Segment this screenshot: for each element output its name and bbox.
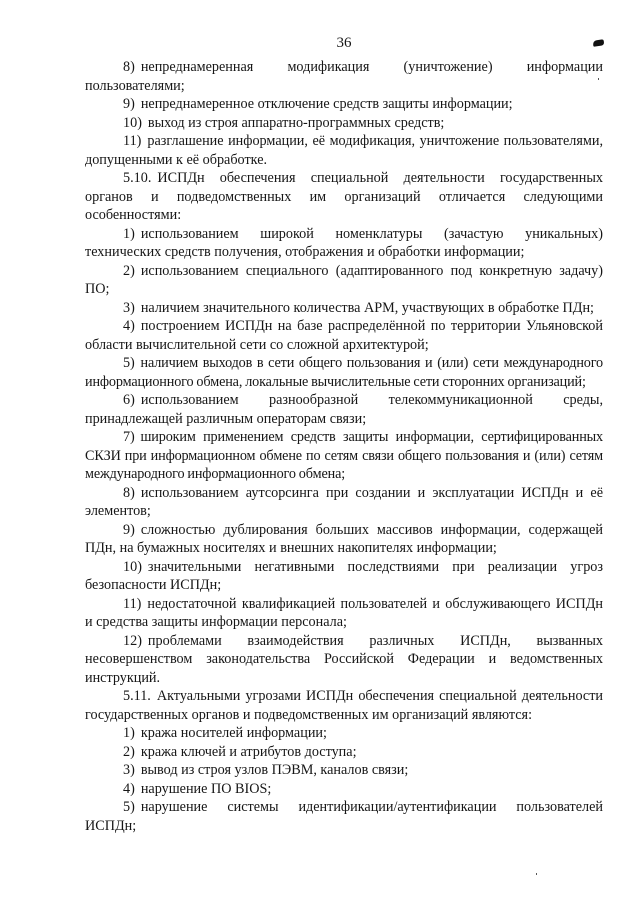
paragraph [85,354,603,391]
paragraph [85,780,603,799]
paragraph [85,317,603,354]
paragraph [85,521,603,558]
item-number: 9) [123,96,135,112]
item-text: кража ключей и атрибутов доступа; [140,743,357,760]
section-number: 5.11. [123,688,151,704]
paragraph [85,743,603,762]
item-text: наличием выходов в сети общего пользования и (или) сети международного информационного обмена, локальные вычислительные сети сторонних организаций; [85,355,603,390]
item-number: 3) [123,762,135,778]
paragraph [85,798,603,835]
item-number: 12) [123,632,142,649]
item-text: использованием разнообразной телекоммуникационной среды, принадлежащей различным операторам связи; [85,392,603,427]
paragraph [85,132,603,169]
paragraph [85,225,603,262]
paragraph [85,299,603,318]
item-text: кража носителей информации; [140,725,327,741]
item-text: использованием аутсорсинга при создании и эксплуатации ИСПДн и её элементов; [85,484,603,519]
item-text: непреднамеренная модификация (уничтожение) информации пользователями; [85,59,603,94]
paragraph [85,428,603,484]
paragraph [85,114,603,133]
item-text: построением ИСПДн на базе распределённой по территории Ульяновской области вычислительной сети со сложной архитектурой; [85,318,603,353]
paragraph [85,632,603,688]
item-number: 5) [123,799,135,815]
item-number: 8) [123,484,135,501]
section-number: 5.10. [123,170,152,186]
paragraph [85,391,603,428]
item-text: широким применением средств защиты информации, сертифицированных СКЗИ при информационном обмене по сетям связи общего пользования и (или) сетям международного информационного обмена; [85,429,603,482]
section-paragraph [85,169,603,225]
item-number: 10) [123,114,142,131]
document-page [85,30,603,835]
paragraph [85,558,603,595]
paragraph [85,595,603,632]
section-text: ИСПДн обеспечения специальной деятельности государственных органов и подведомственных им организаций отличается следующими особенностями: [85,170,603,223]
item-number: 5) [123,355,135,371]
item-number: 1) [123,225,135,242]
paragraph [85,724,603,743]
item-number: 10) [123,558,142,575]
page-number: 36 [336,35,352,51]
item-text: недостаточной квалификацией пользователей и обслуживающего ИСПДн и средства защиты информации персонала; [85,595,603,630]
item-number: 1) [123,725,135,741]
item-number: 7) [123,429,135,445]
item-text: значительными негативными последствиями при реализации угроз безопасности ИСПДн; [85,558,603,593]
paragraph [85,58,603,95]
paragraph [85,484,603,521]
paragraph [85,761,603,780]
item-text: вывод из строя узлов ПЭВМ, каналов связи; [140,762,409,778]
scan-speck [536,873,537,875]
item-text: разглашение информации, её модификация, уничтожение пользователями, допущенными к её обработке. [85,133,603,168]
item-text: сложностью дублирования больших массивов информации, содержащей ПДн, на бумажных носителях и внешних накопителях информации; [85,521,603,556]
item-text: нарушение ПО BIOS; [140,780,272,797]
item-text: непреднамеренное отключение средств защиты информации; [140,96,513,112]
item-number: 2) [123,743,135,760]
item-text: нарушение системы идентификации/аутентификации пользователей ИСПДн; [85,799,603,834]
item-text: наличием значительного количества АРМ, участвующих в обработке ПДн; [140,299,594,316]
paragraph [85,95,603,114]
item-number: 8) [123,59,135,75]
item-number: 4) [123,318,135,334]
item-number: 9) [123,521,135,538]
item-text: проблемами взаимодействия различных ИСПДн, вызванных несовершенством законодательства Российской Федерации и ведомственных инструкций. [85,632,603,686]
section-paragraph [85,687,603,724]
item-number: 4) [123,780,135,797]
paragraph [85,262,603,299]
item-text: выход из строя аппаратно-программных средств; [147,114,445,131]
item-number: 6) [123,392,135,408]
item-text: использованием специального (адаптированного под конкретную задачу) ПО; [85,262,603,297]
item-number: 11) [123,595,142,612]
item-text: использованием широкой номенклатуры (зачастую уникальных) технических средств получения, отображения и обработки информации; [85,225,603,260]
item-number: 3) [123,299,135,316]
item-number: 2) [123,262,135,279]
section-text: Актуальными угрозами ИСПДн обеспечения специальной деятельности государственных органов и подведомственных им организаций являются: [85,688,603,723]
item-number: 11) [123,133,142,149]
